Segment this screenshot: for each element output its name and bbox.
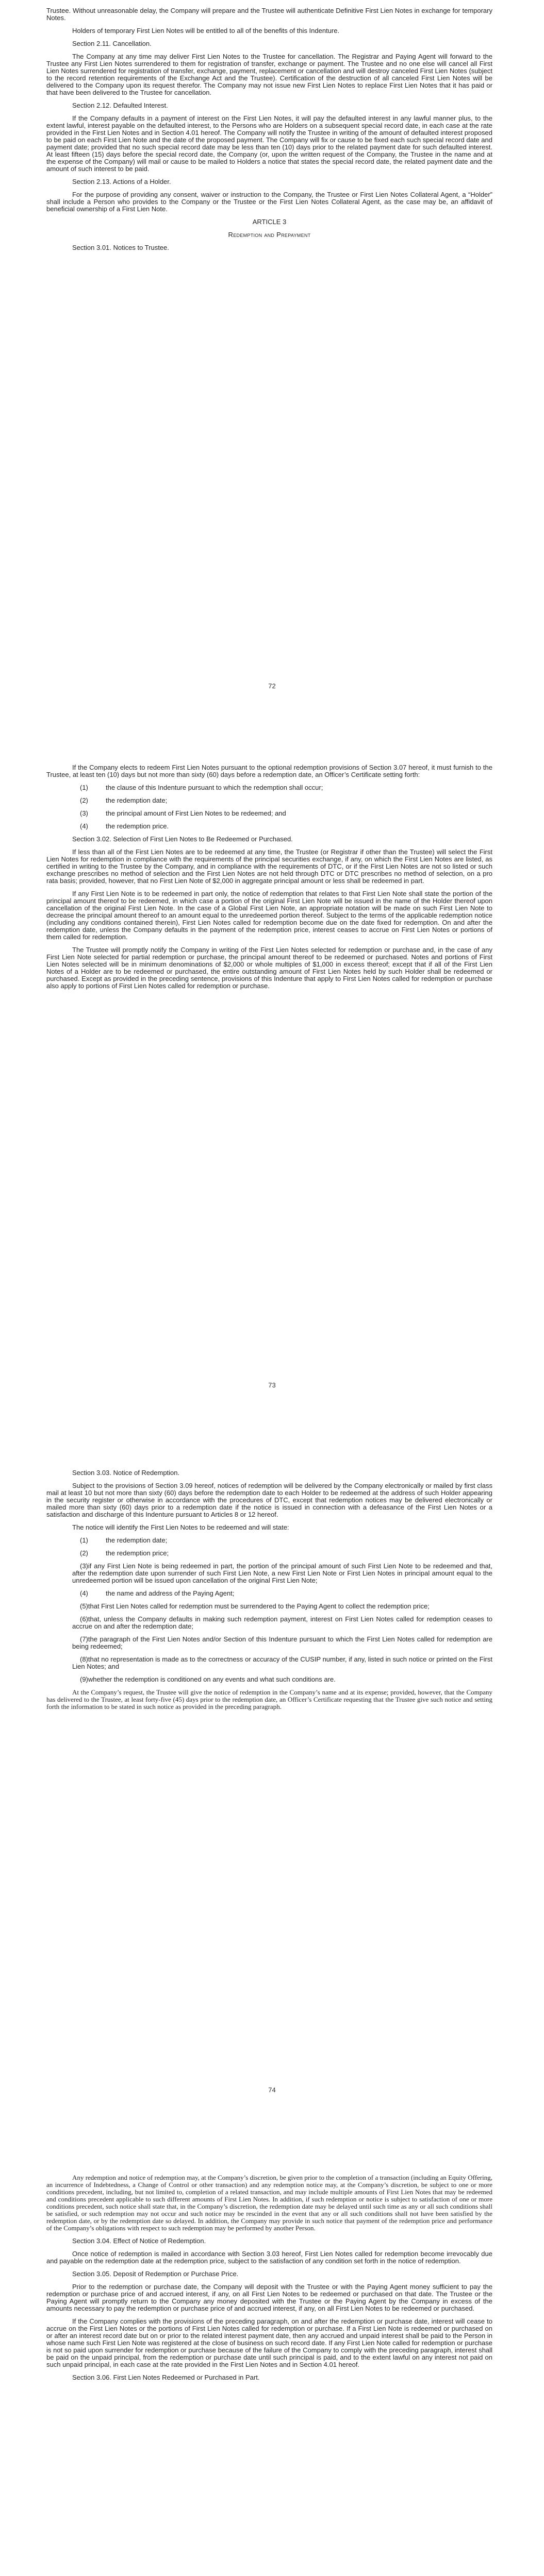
list-text: the redemption price. <box>106 822 169 830</box>
paragraph: If the Company defaults in a payment of interest on the First Lien Notes, it will pay the defaulted interest in any lawful manner plus, to the extent lawful, interest payable on the defaulted interest, to the Persons who are Holders on a subsequent special record date, in each case at the rate provided in the First Lien Notes and in Section 4.01 hereof. The Company will notify the Trustee in writing of the amount of defaulted interest proposed to be paid on each First Lien Note and the date of the proposed payment. The Company will fix or cause to be fixed each such special record date and payment date; provided that no such special record date may be less than ten (10) days prior to the related payment date for such defaulted interest. At least fifteen (15) days before the special record date, the Company (or, upon the written request of the Company, the Trustee in the name and at the expense of the Company) will mail or cause to be mailed to Holders a notice that states the special record date, the related payment date and the amount of such interest to be paid. <box>46 114 492 173</box>
page-72 <box>0 0 544 703</box>
paragraph: If any First Lien Note is to be redeemed in part only, the notice of redemption that relates to that First Lien Note shall state the portion of the principal amount thereof to be redeemed, in which case a portion of the original First Lien Note will be issued in the name of the Holder thereof upon cancellation of the original First Lien Note. In the case of a Global First Lien Note, an appropriate notation will be made on such First Lien Note to decrease the principal amount thereof to an amount equal to the unredeemed portion thereof. Subject to the terms of the applicable redemption notice (including any conditions contained therein), First Lien Notes called for redemption become due on the date fixed for redemption. On and after the redemption date, unless the Company defaults in the payment of the redemption price, interest ceases to accrue on First Lien Notes or portions of them called for redemption. <box>46 890 492 941</box>
page-73-body <box>46 764 492 995</box>
paragraph: The Trustee will promptly notify the Company in writing of the First Lien Notes selected for redemption or purchase and, in the case of any First Lien Note selected for partial redemption or purchase, the principal amount thereof to be redeemed or purchased. Notes and portions of First Lien Notes selected will be in minimum denominations of $2,000 or whole multiples of $1,000 in excess thereof; except that if all of the First Lien Notes of a Holder are to be redeemed or purchased, the entire outstanding amount of First Lien Notes held by such Holder shall be redeemed or purchased. Except as provided in the preceding sentence, provisions of this Indenture that apply to First Lien Notes called for redemption or purchase also apply to portions of First Lien Notes called for redemption or purchase. <box>46 946 492 990</box>
list-number: (2) <box>80 1549 88 1557</box>
paragraph: The Company at any time may deliver First Lien Notes to the Trustee for cancellation. The Registrar and Paying Agent will forward to the Trustee any First Lien Notes surrendered to them for registration of transfer, exchange or payment. The Trustee and no one else will cancel all First Lien Notes surrendered for registration of transfer, exchange, payment, replacement or cancellation and will destroy canceled First Lien Notes (subject to the record retention requirements of the Exchange Act and the Trustee). Certification of the destruction of all canceled First Lien Notes will be delivered to the Company upon its request therefor. The Company may not issue new First Lien Notes to replace First Lien Notes that it has paid or that have been delivered to the Trustee for cancellation. <box>46 53 492 96</box>
list-number: (3) <box>80 1562 88 1570</box>
list-number: (8) <box>80 1655 88 1663</box>
page-72-body <box>46 7 492 257</box>
list-item <box>46 823 492 830</box>
paragraph: Any redemption and notice of redemption may, at the Company’s discretion, be given prior to the completion of a transaction (including an Equity Offering, an incurrence of Indebtedness, a Change of Control or other transaction) and any redemption notice may, at the Company’s discretion, be subject to one or more conditions precedent, including, but not limited to, completion of a related transaction, and may include multiple amounts of First Lien Notes that may be redeemed and conditions precedent applicable to such different amounts of First Lien Notes. In addition, if such redemption or notice is subject to satisfaction of one or more conditions precedent, such notice shall state that, in the Company’s discretion, the redemption date may be delayed until such time as any or all such conditions shall be satisfied, or such redemption may not occur and such notice may be rescinded in the event that any or all such conditions shall not have been satisfied by the redemption date, or by the redemption date so delayed. In addition, the Company may provide in such notice that payment of the redemption price and performance of the Company’s obligations with respect to such redemption may be performed by another Person. <box>46 2174 492 2232</box>
list-number: (4) <box>80 822 88 830</box>
list-number: (5) <box>80 1602 88 1610</box>
list-item <box>46 1616 492 1630</box>
list-item <box>46 1656 492 1670</box>
paragraph: Prior to the redemption or purchase date, the Company will deposit with the Trustee or with the Paying Agent money sufficient to pay the redemption or purchase price of and accrued interest, if any, on all First Lien Notes to be redeemed or purchased on that date. The Trustee or the Paying Agent will promptly return to the Company any money deposited with the Trustee or the Paying Agent by the Company in excess of the amounts necessary to pay the redemption or purchase price of and accrued interest, if any, on all First Lien Notes to be redeemed or purchased. <box>46 2283 492 2312</box>
list-item <box>46 1636 492 1650</box>
list-number: (4) <box>80 1589 88 1597</box>
list-text: that, unless the Company defaults in making such redemption payment, interest on First Lien Notes called for redemption ceases to accrue on and after the redemption date; <box>72 1615 492 1630</box>
list-text: the paragraph of the First Lien Notes and/or Section of this Indenture pursuant to which the First Lien Notes called for redemption are being redeemed; <box>72 1635 492 1650</box>
list-number: (1) <box>80 784 88 791</box>
list-number: (3) <box>80 809 88 817</box>
list-item <box>46 1603 492 1610</box>
page-number: 73 <box>268 1381 276 1389</box>
list-text: that no representation is made as to the correctness or accuracy of the CUSIP number, if any, listed in such notice or printed on the First Lien Notes; and <box>72 1655 492 1670</box>
section-heading: Section 3.03. Notice of Redemption. <box>72 1469 180 1477</box>
list-number: (2) <box>80 796 88 804</box>
paragraph: Trustee. Without unreasonable delay, the Company will prepare and the Trustee will authenticate Definitive First Lien Notes in exchange for temporary Notes. <box>46 7 492 22</box>
list-item <box>46 1590 492 1597</box>
paragraph: If the Company complies with the provisions of the preceding paragraph, on and after the redemption or purchase date, interest will cease to accrue on the First Lien Notes or the portions of First Lien Notes called for redemption or purchase. If a First Lien Note is redeemed or purchased on or after an interest record date but on or prior to the related interest payment date, then any accrued and unpaid interest shall be paid to the Person in whose name such First Lien Note was registered at the close of business on such record date. If any First Lien Note called for redemption or purchase is not so paid upon surrender for redemption or purchase because of the failure of the Company to comply with the preceding paragraph, interest shall be paid on the unpaid principal, from the redemption or purchase date until such principal is paid, and to the extent lawful on any interest not paid on such unpaid principal, in each case at the rate provided in the First Lien Notes and in Section 4.01 hereof. <box>46 2317 492 2368</box>
section-heading: Section 3.05. Deposit of Redemption or Purchase Price. <box>72 2270 239 2278</box>
list-item <box>46 1550 492 1557</box>
list-number: (1) <box>80 1536 88 1544</box>
paragraph: Once notice of redemption is mailed in accordance with Section 3.03 hereof, First Lien Notes called for redemption become irrevocably due and payable on the redemption date at the redemption price, subject to the satisfaction of any condition set forth in the notice of redemption. <box>46 2250 492 2265</box>
list-text: the name and address of the Paying Agent; <box>106 1589 235 1597</box>
page-75-body <box>46 2174 492 2387</box>
page-75 <box>0 2110 544 2576</box>
list-text: the principal amount of First Lien Notes to be redeemed; and <box>106 809 286 817</box>
list-text: the redemption price; <box>106 1549 169 1557</box>
paragraph: At the Company’s request, the Trustee will give the notice of redemption in the Company’s name and at its expense; provided, however, that the Company has delivered to the Trustee, at least forty-five (45) days prior to the redemption date, an Officer’s Certificate requesting that the Trustee give such notice and setting forth the information to be stated in such notice as provided in the preceding paragraph. <box>46 1688 492 1710</box>
list-item <box>46 784 492 791</box>
page-74 <box>0 1406 544 2110</box>
list-number: (7) <box>80 1635 88 1643</box>
list-text: the redemption date; <box>106 1536 168 1544</box>
list-text: whether the redemption is conditioned on any events and what such conditions are. <box>88 1675 336 1683</box>
list-item <box>46 1563 492 1584</box>
list-item <box>46 797 492 804</box>
list-text: the clause of this Indenture pursuant to which the redemption shall occur; <box>106 784 323 791</box>
article-heading: Redemption and Prepayment <box>228 231 311 239</box>
paragraph: If less than all of the First Lien Notes are to be redeemed at any time, the Trustee (or Registrar if other than the Trustee) will select the First Lien Notes for redemption in compliance with the requirements of the principal securities exchange, if any, on which the First Lien Notes are listed, as certified in writing to the Trustee by the Company, and in compliance with the requirements of DTC, or if the First Lien Notes are not so listed or such exchange prescribes no method of selection and the First Lien Notes are not held through DTC or DTC prescribes no method of selection, on a pro rata basis; provided, however, that no First Lien Note of $2,000 in aggregate principal amount or less shall be redeemed in part. <box>46 848 492 885</box>
paragraph: The notice will identify the First Lien Notes to be redeemed and will state: <box>72 1523 289 1531</box>
list-item <box>46 810 492 817</box>
page-number: 72 <box>268 682 276 690</box>
section-heading: Section 3.01. Notices to Trustee. <box>72 244 169 251</box>
list-text: if any First Lien Note is being redeemed in part, the portion of the principal amount of such First Lien Note to be redeemed and that, after the redemption date upon surrender of such First Lien Note, a new First Lien Note or First Lien Notes in principal amount equal to the unredeemed portion will be issued upon cancellation of the original First Lien Note; <box>72 1562 492 1584</box>
paragraph: For the purpose of providing any consent, waiver or instruction to the Company, the Trustee or First Lien Notes Collateral Agent, a “Holder” shall include a Person who provides to the Company or the Trustee or the First Lien Notes Collateral Agent, as the case may be, an affidavit of beneficial ownership of a First Lien Note. <box>46 191 492 213</box>
article-heading: ARTICLE 3 <box>252 218 287 226</box>
list-text: the redemption date; <box>106 796 168 804</box>
section-heading: Section 3.06. First Lien Notes Redeemed or Purchased in Part. <box>72 2374 260 2381</box>
page-number: 74 <box>268 2086 276 2094</box>
page-73 <box>0 703 544 1406</box>
section-heading: Section 3.04. Effect of Notice of Redemption. <box>72 2237 206 2245</box>
section-heading: Section 2.12. Defaulted Interest. <box>72 101 168 109</box>
paragraph: If the Company elects to redeem First Lien Notes pursuant to the optional redemption provisions of Section 3.07 hereof, it must furnish to the Trustee, at least ten (10) days but not more than sixty (60) days before a redemption date, an Officer’s Certificate setting forth: <box>46 764 492 778</box>
paragraph: Holders of temporary First Lien Notes will be entitled to all of the benefits of this Indenture. <box>72 27 340 35</box>
list-item <box>46 1537 492 1544</box>
section-heading: Section 3.02. Selection of First Lien Notes to Be Redeemed or Purchased. <box>72 835 293 843</box>
list-number: (6) <box>80 1615 88 1623</box>
list-item <box>46 1676 492 1683</box>
list-text: that First Lien Notes called for redemption must be surrendered to the Paying Agent to collect the redemption price; <box>88 1602 430 1610</box>
page-74-body <box>46 1469 492 1716</box>
list-number: (9) <box>80 1675 88 1683</box>
section-heading: Section 2.13. Actions of a Holder. <box>72 178 171 185</box>
section-heading: Section 2.11. Cancellation. <box>72 40 152 47</box>
paragraph: Subject to the provisions of Section 3.09 hereof, notices of redemption will be delivered by the Company electronically or mailed by first class mail at least 10 but not more than sixty (60) days before the redemption date to each Holder to be redeemed at the address of such Holder appearing in the security register or otherwise in accordance with the procedures of DTC, except that redemption notices may be delivered electronically or mailed more than sixty (60) days prior to a redemption date if the notice is issued in connection with a defeasance of the First Lien Notes or a satisfaction and discharge of this Indenture pursuant to Articles 8 or 12 hereof. <box>46 1482 492 1518</box>
